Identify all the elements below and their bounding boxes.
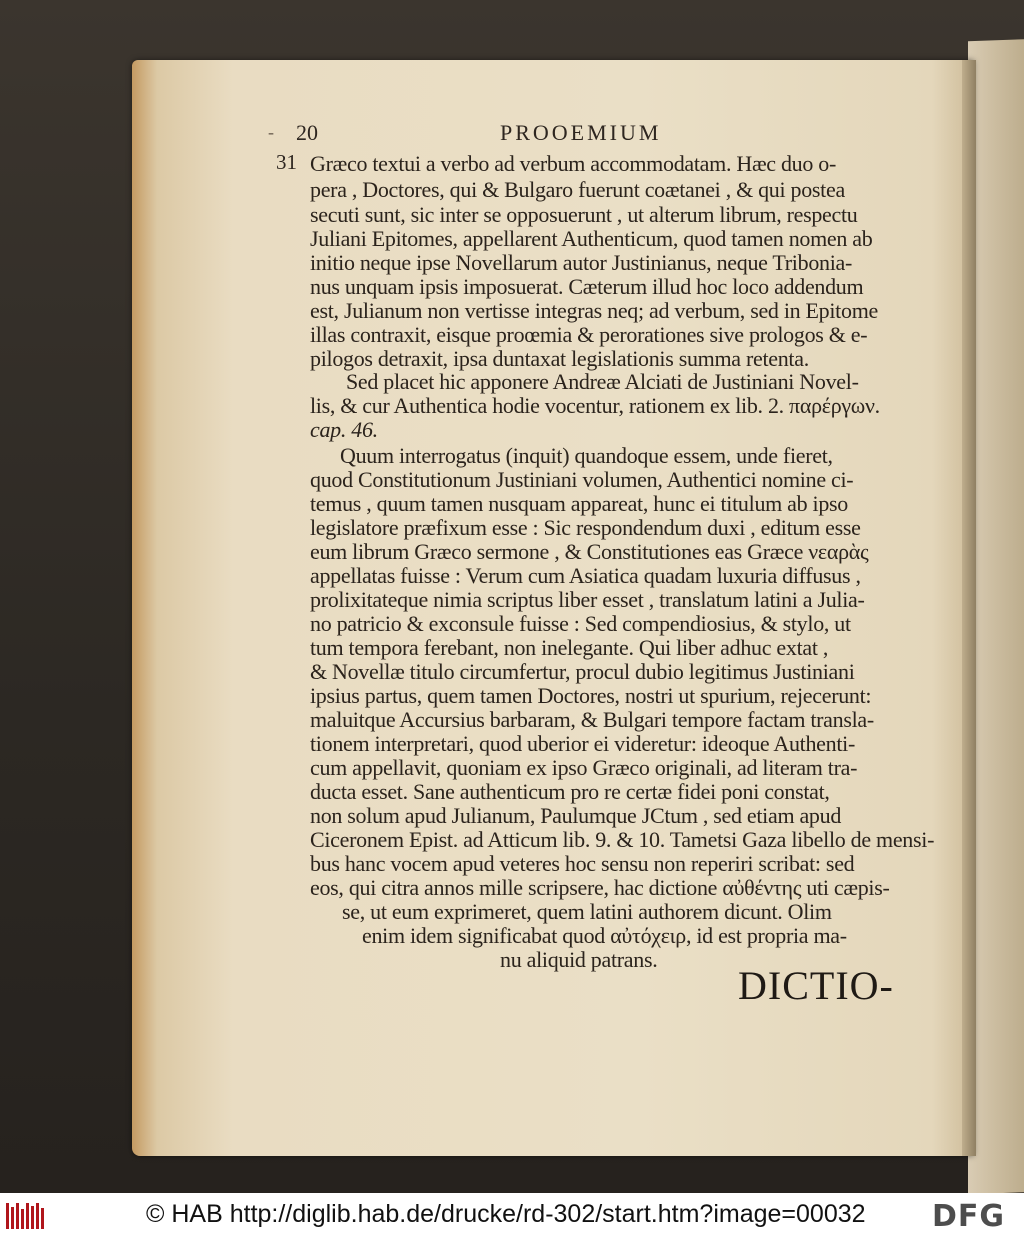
text-line: ipsius partus, quem tamen Doctores, nostri ut spurium, rejecerunt: [310,683,872,708]
text-line: cap. 46. [310,417,378,442]
text-line: initio neque ipse Novellarum autor Justinianus, neque Tribonia- [310,250,853,275]
copyright-link[interactable]: © HAB http://diglib.hab.de/drucke/rd-302/start.htm?image=00032 [146,1200,866,1228]
text-line: temus , quum tamen nusquam appareat, hunc ei titulum ab ipso [310,491,848,516]
margin-number: 31 [276,150,297,174]
text-line: illas contraxit, eisque proœmia & perorationes sive prologos & e- [310,322,868,347]
hab-logo-icon [6,1203,46,1229]
text-line: tum tempora ferebant, non inelegante. Qui liber adhuc extat , [310,635,829,660]
text-line: se, ut eum exprimeret, quem latini authorem dicunt. Olim [342,899,832,924]
text-line: Quum interrogatus (inquit) quandoque essem, unde fieret, [340,443,833,468]
text-line: prolixitateque nimia scriptus liber esset , translatum latini a Julia- [310,587,865,612]
page-number: 20 [296,120,318,145]
text-line: non solum apud Julianum, Paulumque JCtum , sed etiam apud [310,803,842,828]
text-line: no patricio & exconsule fuisse : Sed compendiosius, & stylo, ut [310,611,851,636]
text-line: enim idem significabat quod αὐτόχειρ, id est propria ma- [362,923,847,948]
text-line: appellatas fuisse : Verum cum Asiatica quadam luxuria diffusus , [310,563,861,588]
text-line: Græco textui a verbo ad verbum accommodatam. Hæc duo o- [310,151,837,176]
text-line: nu aliquid patrans. [500,947,658,972]
text-line: Juliani Epitomes, appellarent Authenticum, quod tamen nomen ab [310,226,873,251]
text-line: secuti sunt, sic inter se opposuerunt , ut alterum librum, respectu [310,202,858,227]
text-line: bus hanc vocem apud veteres hoc sensu non reperiri scribat: sed [310,851,855,876]
text-line: quod Constitutionum Justiniani volumen, Authentici nomine ci- [310,467,854,492]
page-gutter [962,60,976,1156]
text-line: eum librum Græco sermone , & Constitutiones eas Græce νεαρὰς [310,539,869,564]
catchword: DICTIO- [738,963,894,1008]
page-header [0,120,1024,150]
text-line: & Novellæ titulo circumfertur, procul dubio legitimus Justiniani [310,659,855,684]
dfg-logo: DFG [932,1199,1006,1234]
text-line: est, Julianum non vertisse integras neq; ad verbum, sed in Epitome [310,298,878,323]
text-line: Ciceronem Epist. ad Atticum lib. 9. & 10. Tametsi Gaza libello de mensi- [310,827,935,852]
text-line: pera , Doctores, qui & Bulgaro fuerunt coætanei , & qui postea [310,177,845,202]
footer-bar [0,1193,1024,1238]
text-line: Sed placet hic apponere Andreæ Alciati de Justiniani Novel- [346,369,859,394]
text-line: nus unquam ipsis imposuerat. Cæterum illud hoc loco addendum [310,274,864,299]
text-line: maluitque Accursius barbaram, & Bulgari tempore factam transla- [310,707,874,732]
text-line: ducta esset. Sane authenticum pro re certæ fidei poni constat, [310,779,830,804]
text-line: legislatore præfixum esse : Sic respondendum duxi , editum esse [310,515,861,540]
header-mark: - [268,122,274,142]
text-line: tionem interpretari, quod uberior ei videretur: ideoque Authenti- [310,731,855,756]
text-line: pilogos detraxit, ipsa duntaxat legislationis summa retenta. [310,346,809,371]
facing-page-edge [968,39,1024,1193]
text-line: eos, qui citra annos mille scripsere, hac dictione αὐθέντης uti cæpis- [310,875,890,900]
text-line: lis, & cur Authentica hodie vocentur, rationem ex lib. 2. παρέργων. [310,393,880,418]
running-head: PROOEMIUM [500,120,662,145]
text-line: cum appellavit, quoniam ex ipso Græco originali, ad literam tra- [310,755,858,780]
